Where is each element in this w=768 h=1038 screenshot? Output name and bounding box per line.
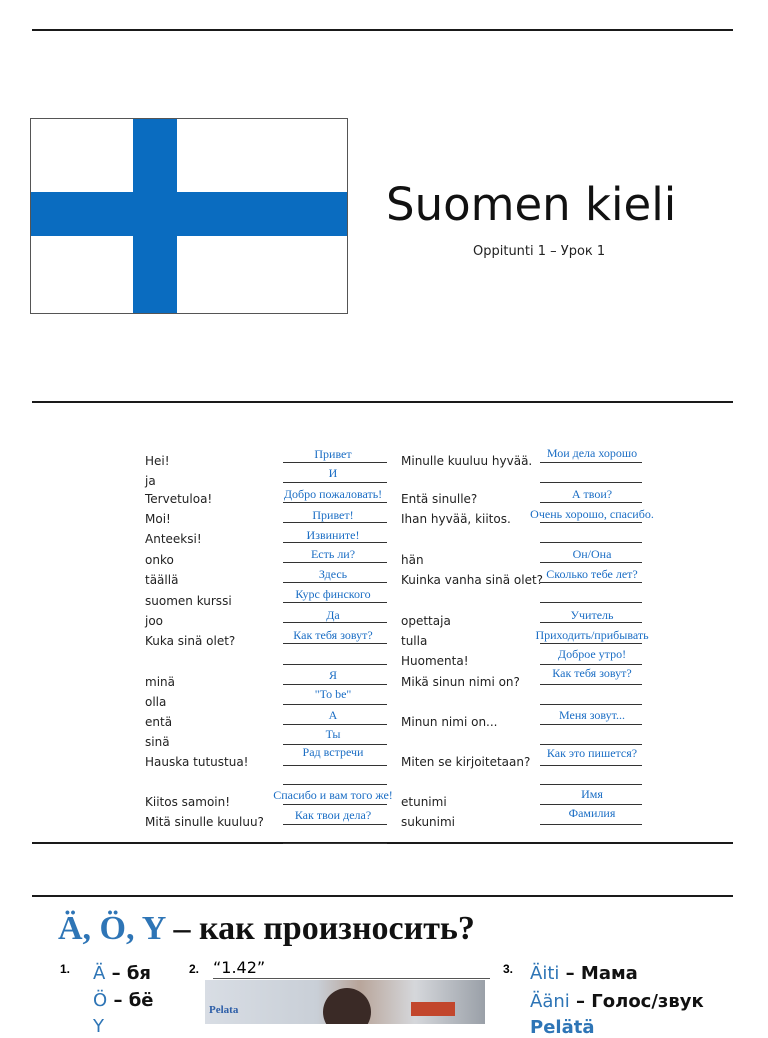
flag-cross-horizontal — [31, 192, 347, 236]
video-label: Pelata — [209, 1004, 239, 1016]
finnish-term-left: Anteeksi! — [145, 532, 202, 546]
answer-line-left — [283, 804, 387, 805]
russian-answer-right: Имя — [581, 787, 603, 801]
answer-line-right — [540, 684, 642, 685]
russian-answer-right: Сколько тебе лет? — [546, 567, 638, 581]
list-number-3: 3. — [503, 962, 514, 976]
russian-answer-left: Привет — [314, 447, 352, 461]
finnish-term-left: minä — [145, 675, 175, 689]
video-banner — [411, 1002, 455, 1016]
presenter-image — [323, 988, 371, 1024]
letter-item-o: Ö – бё — [93, 990, 154, 1011]
russian-answer-left: И — [328, 466, 338, 480]
finnish-term-left: ja — [145, 474, 156, 488]
finnish-term-right: hän — [401, 553, 424, 567]
russian-answer-right: Мои дела хорошо — [546, 446, 638, 460]
answer-line-right — [540, 824, 642, 825]
answer-line-left — [283, 765, 387, 766]
finnish-term-left: suomen kurssi — [145, 594, 232, 608]
answer-line-right — [540, 784, 642, 785]
russian-answer-left: Спасибо и вам того же! — [273, 788, 393, 802]
finnish-term-right: Minulle kuuluu hyvää. — [401, 454, 533, 468]
finnish-term-left: joo — [145, 614, 164, 628]
finnish-term-right: etunimi — [401, 795, 447, 809]
russian-answer-left: Привет! — [312, 508, 354, 522]
heading-letters: Ä, Ö, Y — [58, 910, 166, 947]
russian-answer-left: Курс финского — [295, 587, 371, 601]
finnish-term-right: Entä sinulle? — [401, 492, 478, 506]
finnish-term-left: Mitä sinulle kuuluu? — [145, 815, 264, 829]
word-item-aani: Ääni – Голос/звук — [530, 991, 704, 1012]
russian-answer-right: Очень хорошо, спасибо. — [530, 507, 654, 521]
russian-answer-right: Фамилия — [568, 806, 616, 820]
answer-line-right — [540, 744, 642, 745]
heading-text: – как произносить? — [165, 910, 475, 947]
finnish-term-left: onko — [145, 553, 174, 567]
russian-answer-left: "To be" — [314, 687, 352, 701]
finnish-term-right: tulla — [401, 634, 428, 648]
finnish-term-left: entä — [145, 715, 173, 729]
word-item-partial: Pelätä — [530, 1017, 595, 1038]
answer-line-right — [540, 462, 642, 463]
russian-answer-left: Есть ли? — [310, 547, 356, 561]
finnish-term-left: Moi! — [145, 512, 171, 526]
answer-line-right — [540, 765, 642, 766]
list-number-2: 2. — [189, 962, 200, 976]
answer-line-right — [540, 804, 642, 805]
answer-line-left — [283, 824, 387, 825]
answer-line-right — [540, 664, 642, 665]
letter-item-y-partial: Y — [93, 1016, 104, 1037]
answer-line-left — [283, 704, 387, 705]
russian-answer-right: Как тебя зовут? — [552, 666, 632, 680]
russian-answer-left: Ты — [325, 727, 341, 741]
answer-line-right — [540, 602, 642, 603]
russian-answer-left: А — [328, 708, 338, 722]
word-item-aiti: Äiti – Мама — [530, 963, 638, 984]
finnish-term-right: sukunimi — [401, 815, 456, 829]
answer-line-left — [283, 562, 387, 563]
slide1-bottom-rule — [32, 401, 733, 403]
russian-answer-left: Здесь — [318, 567, 348, 581]
slide-title: Suomen kieli — [386, 178, 677, 231]
finnish-term-right: Kuinka vanha sinä olet? — [401, 573, 544, 587]
russian-answer-left: Да — [326, 608, 340, 622]
answer-line-right — [540, 643, 642, 644]
finnish-term-left: olla — [145, 695, 167, 709]
answer-line-left — [283, 724, 387, 725]
answer-line-left — [283, 602, 387, 603]
answer-line-left — [283, 502, 387, 503]
slide-subtitle: Oppitunti 1 – Урок 1 — [473, 244, 606, 259]
russian-answer-right: А твои? — [571, 487, 613, 501]
finnish-term-right: Miten se kirjoitetaan? — [401, 755, 531, 769]
answer-line-right — [540, 502, 642, 503]
answer-line-left — [283, 843, 387, 844]
finnish-term-left: sinä — [145, 735, 170, 749]
russian-answer-left: Как тебя зовут? — [293, 628, 373, 642]
answer-line-right — [540, 724, 642, 725]
finnish-term-right: Minun nimi on... — [401, 715, 498, 729]
video-timestamp: “1.42” — [213, 958, 266, 977]
finnish-term-left: Tervetuloa! — [145, 492, 213, 506]
russian-answer-left: Добро пожаловать! — [283, 487, 383, 501]
russian-answer-right: Учитель — [570, 608, 614, 622]
russian-answer-right: Приходить/прибывать — [535, 628, 649, 642]
answer-line-left — [283, 664, 387, 665]
list-number-1: 1. — [60, 962, 71, 976]
finnish-term-left: Kuka sinä olet? — [145, 634, 236, 648]
russian-answer-right: Доброе утро! — [557, 647, 627, 661]
russian-answer-left: Извините! — [306, 528, 360, 542]
finnish-term-right: Huomenta! — [401, 654, 469, 668]
answer-line-right — [540, 482, 642, 483]
finnish-term-left: Kiitos samoin! — [145, 795, 231, 809]
russian-answer-right: Меня зовут... — [558, 708, 626, 722]
russian-answer-left: Я — [328, 668, 338, 682]
answer-line-left — [283, 684, 387, 685]
finnish-term-right: opettaja — [401, 614, 451, 628]
russian-answer-left: Как твои дела? — [294, 808, 372, 822]
finnish-term-left: Hei! — [145, 454, 170, 468]
answer-line-right — [540, 542, 642, 543]
answer-line-right — [540, 704, 642, 705]
answer-line-left — [283, 482, 387, 483]
vocab-sheet — [0, 432, 768, 844]
finland-flag — [30, 118, 348, 314]
slide3-top-rule — [32, 895, 733, 897]
answer-line-right — [540, 522, 642, 523]
finnish-term-right: Mikä sinun nimi on? — [401, 675, 520, 689]
russian-answer-right: Он/Она — [572, 547, 612, 561]
answer-line-left — [283, 643, 387, 644]
top-rule — [32, 29, 733, 31]
quote-underline — [213, 978, 490, 979]
russian-answer-left: Рад встречи — [302, 745, 364, 759]
answer-line-left — [283, 462, 387, 463]
letter-item-a: Ä – бя — [93, 963, 151, 984]
answer-line-left — [283, 582, 387, 583]
answer-line-left — [283, 784, 387, 785]
finnish-term-right: Ihan hyvää, kiitos. — [401, 512, 511, 526]
flag-cross-vertical — [133, 119, 177, 313]
answer-line-right — [540, 582, 642, 583]
video-thumbnail[interactable] — [205, 980, 485, 1024]
finnish-term-left: Hauska tutustua! — [145, 755, 249, 769]
answer-line-right — [540, 562, 642, 563]
finnish-term-left: täällä — [145, 573, 179, 587]
russian-answer-right: Как это пишется? — [546, 746, 638, 760]
pronunciation-heading — [58, 910, 475, 948]
